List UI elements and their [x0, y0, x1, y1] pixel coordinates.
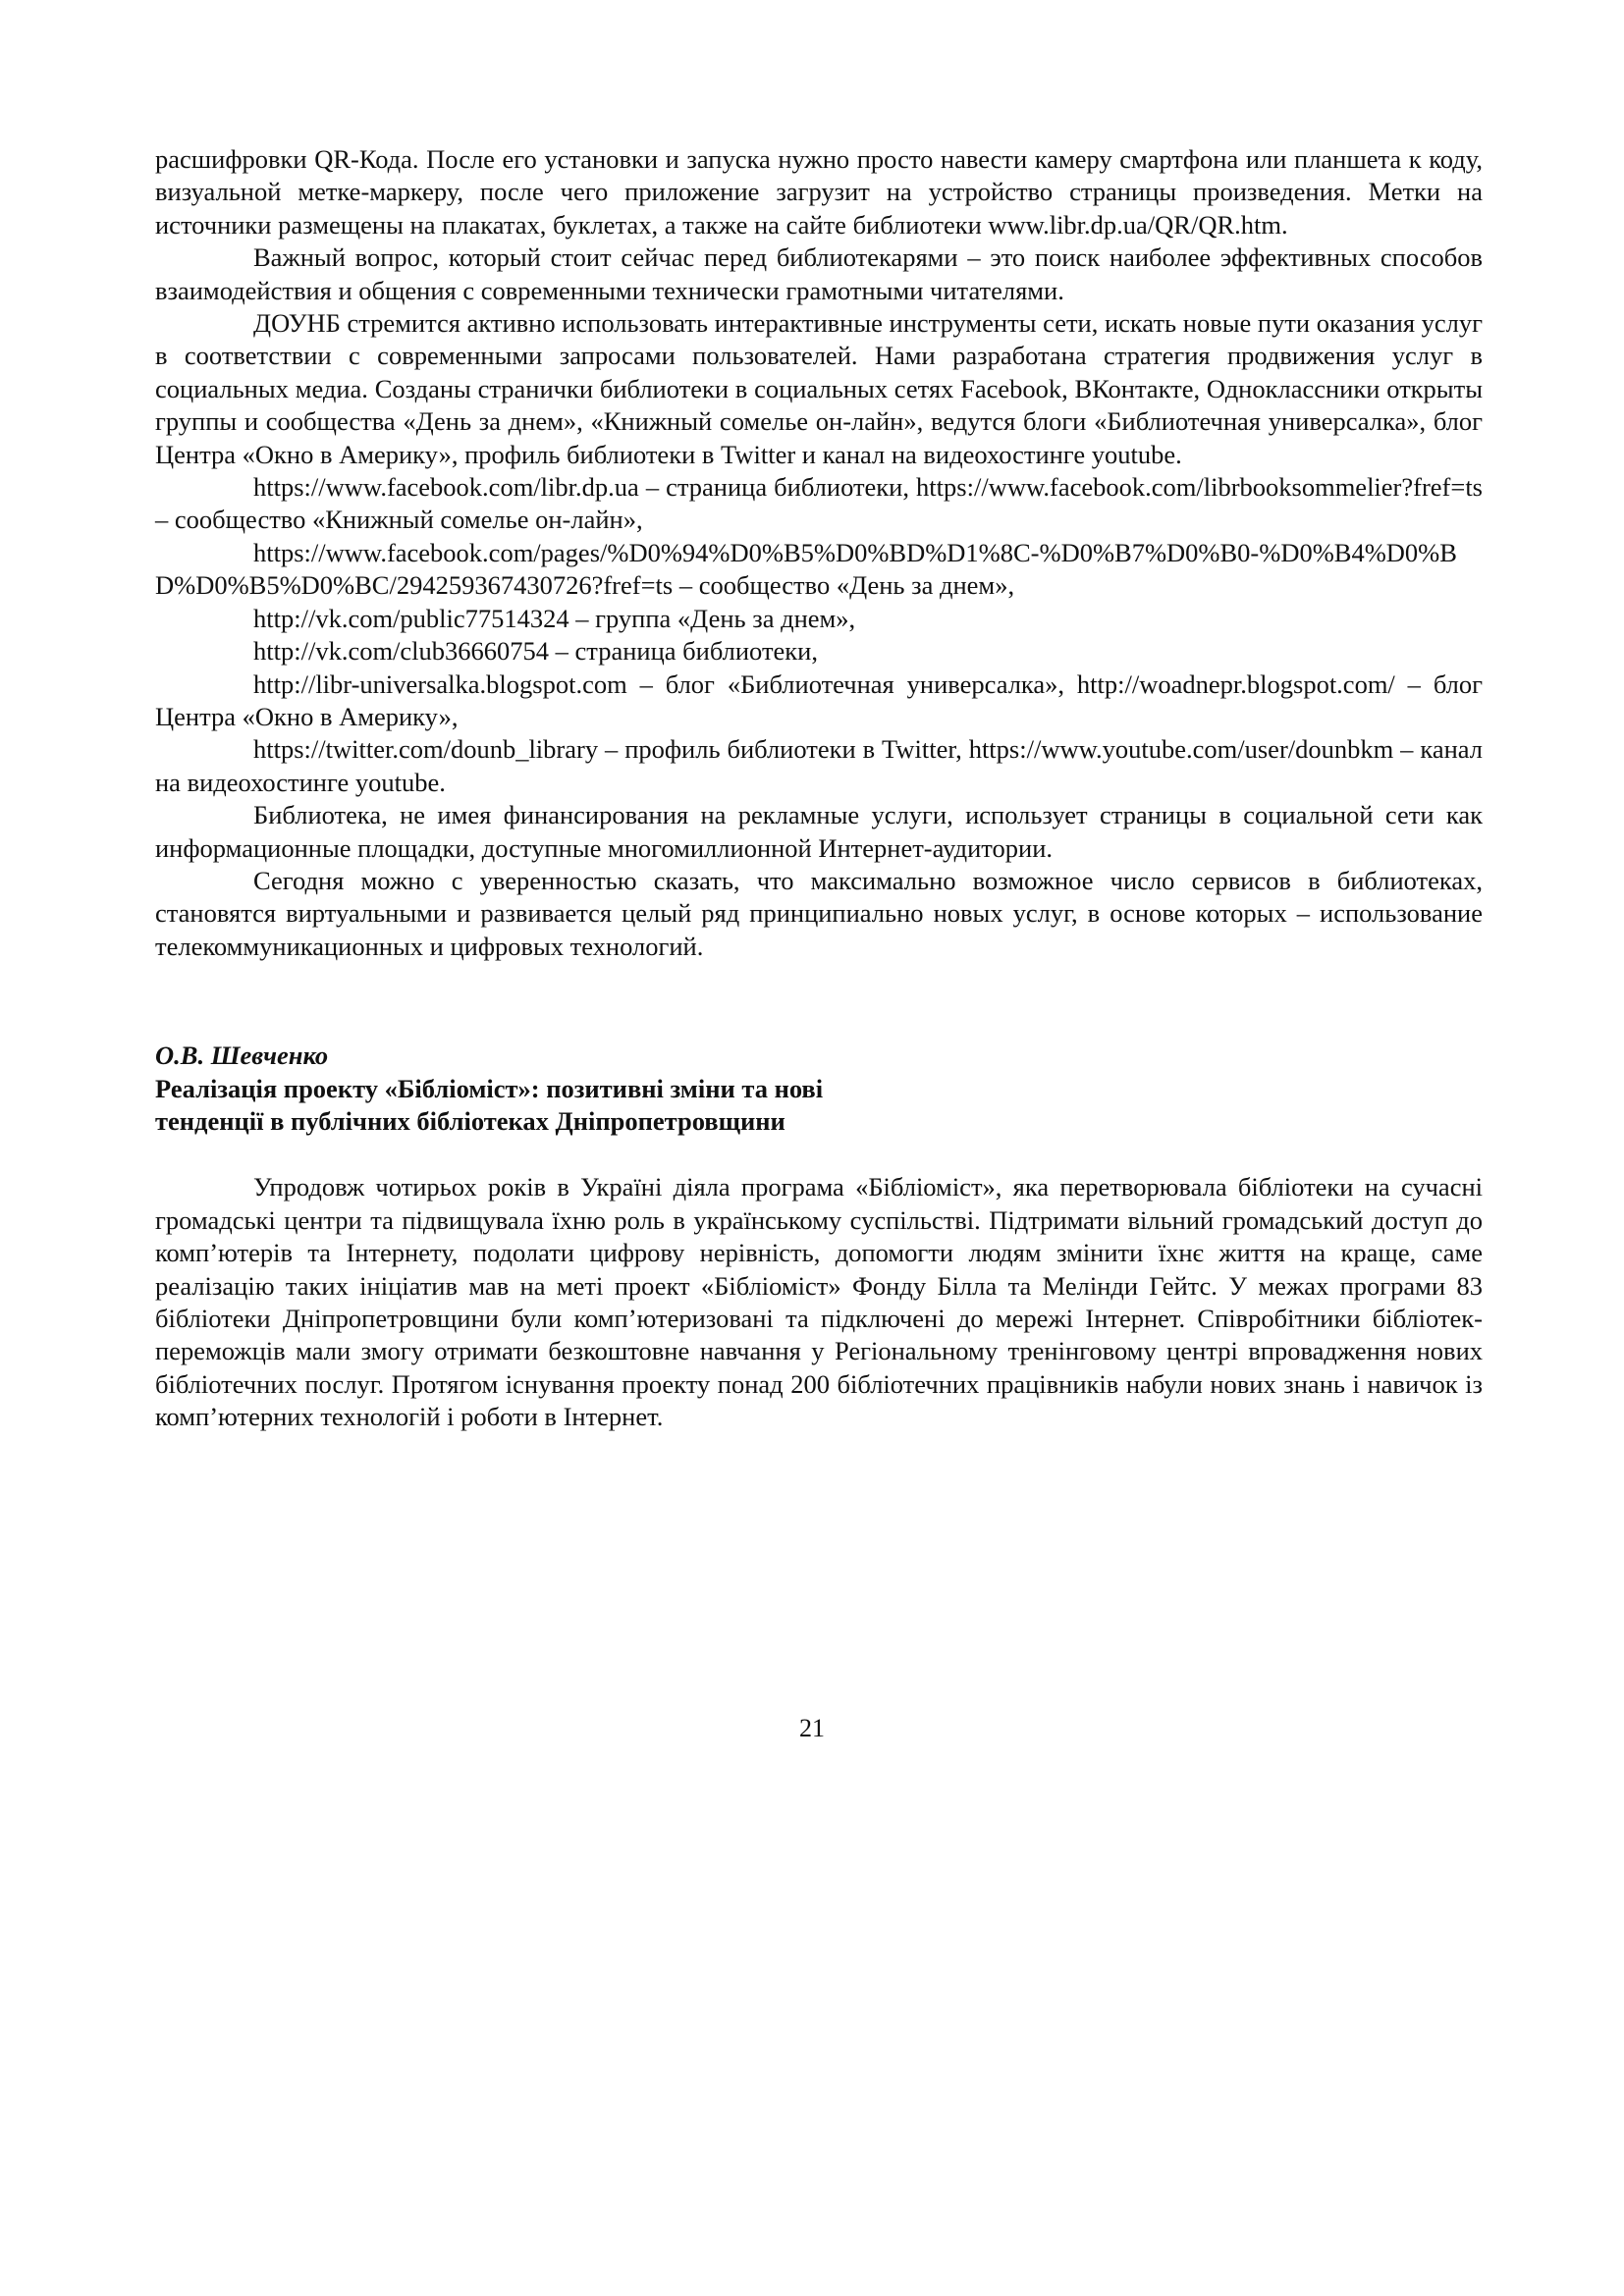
paragraph-blogs: http://libr-universalka.blogspot.com – блог «Библиотечная универсалка», http://woadnepr.blogspot.com/ – блог Центра «Окно в Америку»,: [155, 668, 1483, 731]
article-title-line-1: Реалізація проекту «Бібліоміст»: позитивні зміни та нові: [155, 1073, 824, 1103]
title-gap: [155, 1138, 1483, 1171]
page-number: 21: [799, 1714, 825, 1742]
paragraph-facebook-links: https://www.facebook.com/libr.dp.ua – страница библиотеки, https://www.facebook.com/librbooksommelier?fref=ts – сообщество «Книжный сомелье он-лайн»,: [155, 472, 1483, 535]
section-gap: [155, 963, 1483, 1040]
paragraph-facebook-day-by-day: https://www.facebook.com/pages/%D0%94%D0%B5%D0%BD%D1%8C-%D0%B7%D0%B0-%D0%B4%D0%BD%D0%B5%D0%BC/294259367430726?fref=ts – сообщество «День за днем»,: [155, 537, 1457, 601]
paragraph-vk-library: http://vk.com/club36660754 – страница библиотеки,: [253, 636, 818, 667]
paragraph-conclusion: Сегодня можно с уверенностью сказать, что максимально возможное число сервисов в библиотеках, становятся виртуальными и развивается целый ряд принципиально новых услуг, в основе которых – использование телекоммуникационных и цифровых технологий.: [155, 865, 1483, 961]
paragraph-bibliomist: Упродовж чотирьох років в Україні діяла програма «Бібліоміст», яка перетворювала бібліотеки на сучасні громадські центри та підвищувала їхню роль в українському суспільстві. Підтримати вільний громадський доступ до комп’ютерів та Інтернету, подолати цифрову нерівність, допомогти людям змінити їхнє життя на краще, саме реалізацію таких ініціатив мав на меті проект «Бібліоміст» Фонду Білла та Мелінди Гейтс. У межах програми 83 бібліотеки Дніпропетровщини були комп’ютеризовані та підключені до мережі Інтернет. Співробітники бібліотек-переможців мали змогу отримати безкоштовне навчання у Регіональному тренінговому центрі впровадження нових бібліотечних послуг. Протягом існування проекту понад 200 бібліотечних працівників набули нових знань і навичок із комп’ютерних технологій і роботи в Інтернет.: [155, 1172, 1483, 1432]
paragraph-dounb-strategy: ДОУНБ стремится активно использовать интерактивные инструменты сети, искать новые пути оказания услуг в соответствии с современными запросами пользователей. Нами разработана стратегия продвижения услуг в социальных медиа. Созданы странички библиотеки в социальных сетях Facebook, ВКонтакте, Одноклассники открыты группы и сообщества «День за днем», «Книжный сомелье он-лайн», ведутся блоги «Библиотечная универсалка», блог Центра «Окно в Америку», профиль библиотеки в Twitter и канал на видеохостинге youtube.: [155, 308, 1483, 469]
document-page: [155, 143, 1483, 1434]
paragraph-important-question: Важный вопрос, который стоит сейчас перед библиотекарями – это поиск наиболее эффективных способов взаимодействия и общения с современными технически грамотными читателями.: [155, 242, 1483, 305]
paragraph-vk-group: http://vk.com/public77514324 – группа «День за днем»,: [253, 603, 856, 633]
paragraph-twitter-youtube: https://twitter.com/dounb_library – профиль библиотеки в Twitter, https://www.youtube.com/user/dounbkm – канал на видеохостинге youtube.: [155, 734, 1483, 797]
article-author: О.В. Шевченко: [155, 1041, 329, 1071]
paragraph-advertising: Библиотека, не имея финансирования на рекламные услуги, использует страницы в социальной сети как информационные площадки, доступные многомиллионной Интернет-аудитории.: [155, 800, 1483, 863]
paragraph-qr-code: расшифровки QR-Кода. После его установки и запуска нужно просто навести камеру смартфона или планшета к коду, визуальной метке-маркеру, после чего приложение загрузит на устройство страницы произведения. Метки на источники размещены на плакатах, буклетах, а также на сайте библиотеки www.libr.dp.ua/QR/QR.htm.: [155, 144, 1483, 240]
article-title-line-2: тенденції в публічних бібліотеках Дніпропетровщини: [155, 1105, 785, 1136]
